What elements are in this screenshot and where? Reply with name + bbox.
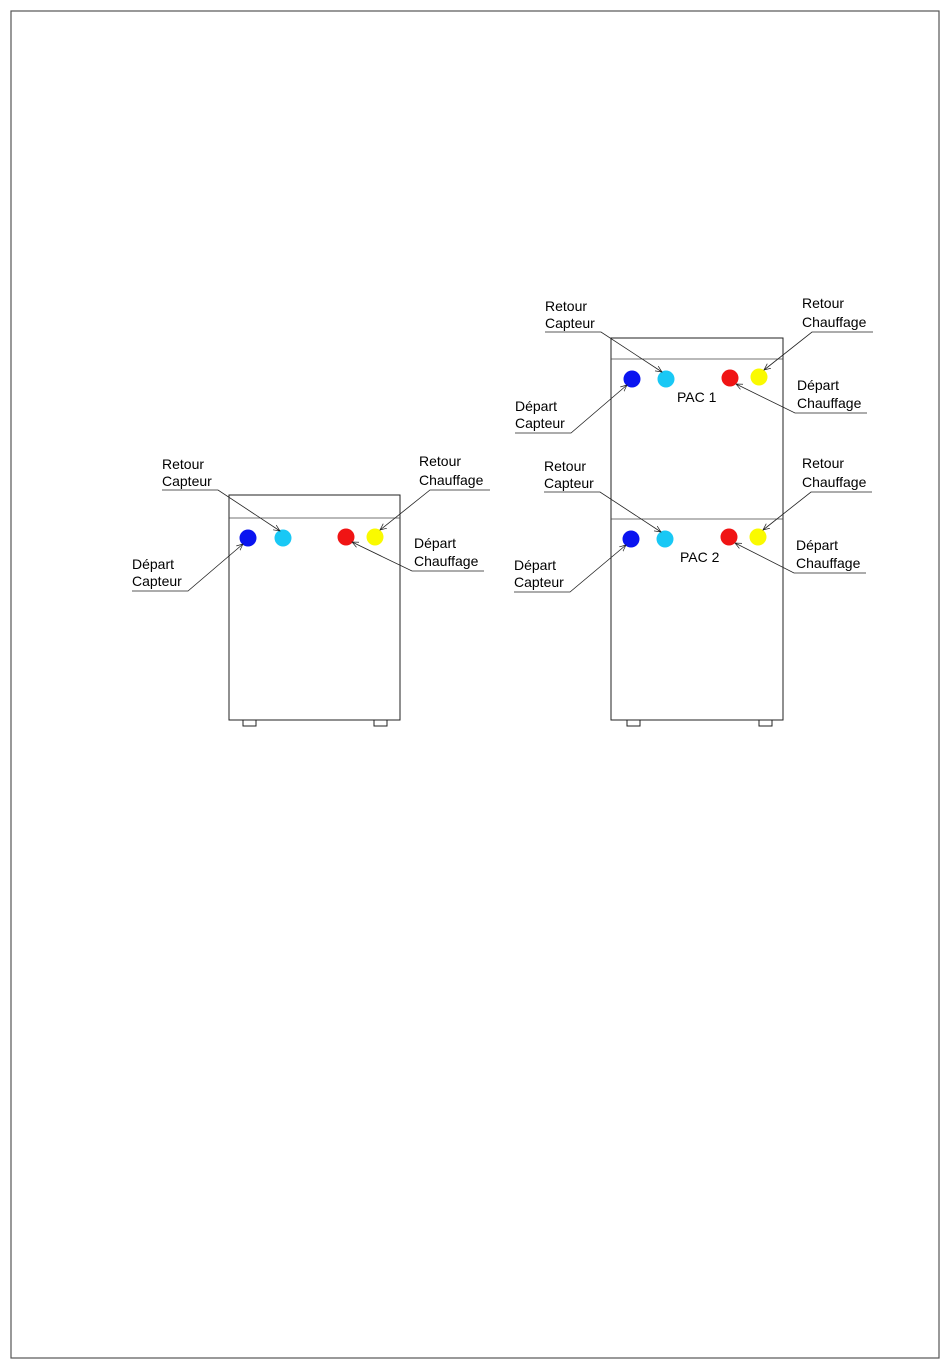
single-retour-capteur-port — [275, 530, 292, 547]
callout-line-retour: Retour — [545, 298, 588, 314]
callout-line-capteur: Capteur — [132, 573, 182, 589]
single-retour-chauffage-port — [367, 529, 384, 546]
callout-line-chauffage: Chauffage — [797, 395, 862, 411]
callout-line-retour: Retour — [802, 455, 845, 471]
callout-line-depart: Départ — [797, 377, 840, 393]
pac1-label: PAC 1 — [677, 389, 717, 405]
single-depart-chauffage-port — [338, 529, 355, 546]
pac2-retour-capteur-port — [657, 531, 674, 548]
pac2-depart-capteur-callout — [514, 545, 626, 592]
single-foot-left — [243, 720, 256, 726]
callout-line-depart: Départ — [514, 557, 557, 573]
callout-line-depart: Départ — [796, 537, 839, 553]
callout-line-chauffage: Chauffage — [796, 555, 861, 571]
pac1-depart-capteur-callout — [515, 385, 627, 433]
pac2-retour-chauffage-port — [750, 529, 767, 546]
callout-line-chauffage: Chauffage — [414, 553, 479, 569]
callout-line-capteur: Capteur — [162, 473, 212, 489]
callout-line-capteur: Capteur — [545, 315, 595, 331]
callout-line-retour: Retour — [802, 295, 845, 311]
single-foot-right — [374, 720, 387, 726]
single-depart-capteur-port — [240, 530, 257, 547]
callout-line-capteur: Capteur — [515, 415, 565, 431]
pac2-depart-chauffage-port — [721, 529, 738, 546]
pac1-retour-chauffage-port — [751, 369, 768, 386]
stacked-foot-right — [759, 720, 772, 726]
single-depart-capteur-callout — [132, 544, 243, 591]
callout-line-depart: Départ — [132, 556, 175, 572]
stacked-heat-pumps — [514, 295, 873, 726]
callout-line-depart: Départ — [515, 398, 558, 414]
callout-line-capteur: Capteur — [514, 574, 564, 590]
stacked-foot-left — [627, 720, 640, 726]
single-retour-capteur-callout — [162, 456, 280, 531]
callout-line-chauffage: Chauffage — [802, 474, 867, 490]
callout-line-chauffage: Chauffage — [802, 314, 867, 330]
callout-line-retour: Retour — [544, 458, 587, 474]
single-heat-pump — [132, 453, 490, 726]
pac1-depart-chauffage-port — [722, 370, 739, 387]
page-border — [11, 11, 939, 1358]
pac2-label: PAC 2 — [680, 549, 720, 565]
pac1-retour-capteur-callout — [545, 298, 662, 372]
callout-line-capteur: Capteur — [544, 475, 594, 491]
callout-line-retour: Retour — [419, 453, 462, 469]
pac2-depart-capteur-port — [623, 531, 640, 548]
callout-line-chauffage: Chauffage — [419, 472, 484, 488]
callout-line-retour: Retour — [162, 456, 205, 472]
callout-line-depart: Départ — [414, 535, 457, 551]
pac1-depart-capteur-port — [624, 371, 641, 388]
pac1-retour-capteur-port — [658, 371, 675, 388]
